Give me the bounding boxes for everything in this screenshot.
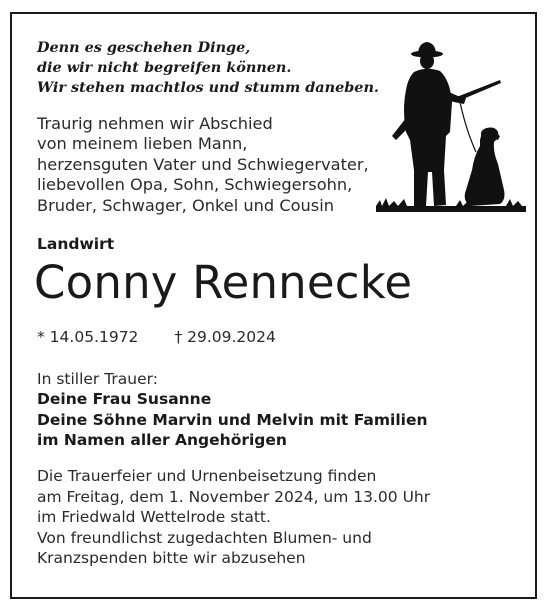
life-dates xyxy=(37,328,276,346)
occupation-label: Landwirt xyxy=(37,235,115,253)
birth-date: * 14.05.1972 xyxy=(37,328,139,346)
mourner-line: Deine Frau Susanne xyxy=(37,390,212,409)
ceremony-line: Von freundlichst zugedachten Blumen- und xyxy=(37,528,372,547)
farewell-line: Bruder, Schwager, Onkel und Cousin xyxy=(37,195,334,215)
farewell-line: von meinem lieben Mann, xyxy=(37,134,248,154)
ceremony-line: im Friedwald Wettelrode statt. xyxy=(37,508,271,527)
mourners-intro: In stiller Trauer: xyxy=(37,370,158,388)
hunter-with-dog-silhouette-icon xyxy=(376,40,526,215)
death-date: † 29.09.2024 xyxy=(174,328,276,346)
mourners-block xyxy=(37,369,428,451)
quote-block xyxy=(37,38,379,98)
mourner-line: im Namen aller Angehörigen xyxy=(37,431,287,450)
quote-line: Wir stehen machtlos und stumm daneben. xyxy=(37,79,379,96)
quote-line: Denn es geschehen Dinge, xyxy=(37,39,251,56)
ceremony-line: am Freitag, dem 1. November 2024, um 13.00 Uhr xyxy=(37,487,431,506)
farewell-line: herzensguten Vater und Schwiegervater, xyxy=(37,154,369,174)
deceased-name: Conny Rennecke xyxy=(34,256,413,309)
farewell-line: liebevollen Opa, Sohn, Schwiegersohn, xyxy=(37,175,353,195)
farewell-line: Traurig nehmen wir Abschied xyxy=(37,114,273,133)
ceremony-info xyxy=(37,466,430,569)
mourner-line: Deine Söhne Marvin und Melvin mit Familien xyxy=(37,410,428,429)
quote-line: die wir nicht begreifen können. xyxy=(37,59,292,76)
ceremony-line: Die Trauerfeier und Urnenbeisetzung finden xyxy=(37,467,377,485)
farewell-text xyxy=(37,114,369,216)
ceremony-line: Kranzspenden bitte wir abzusehen xyxy=(37,549,306,568)
